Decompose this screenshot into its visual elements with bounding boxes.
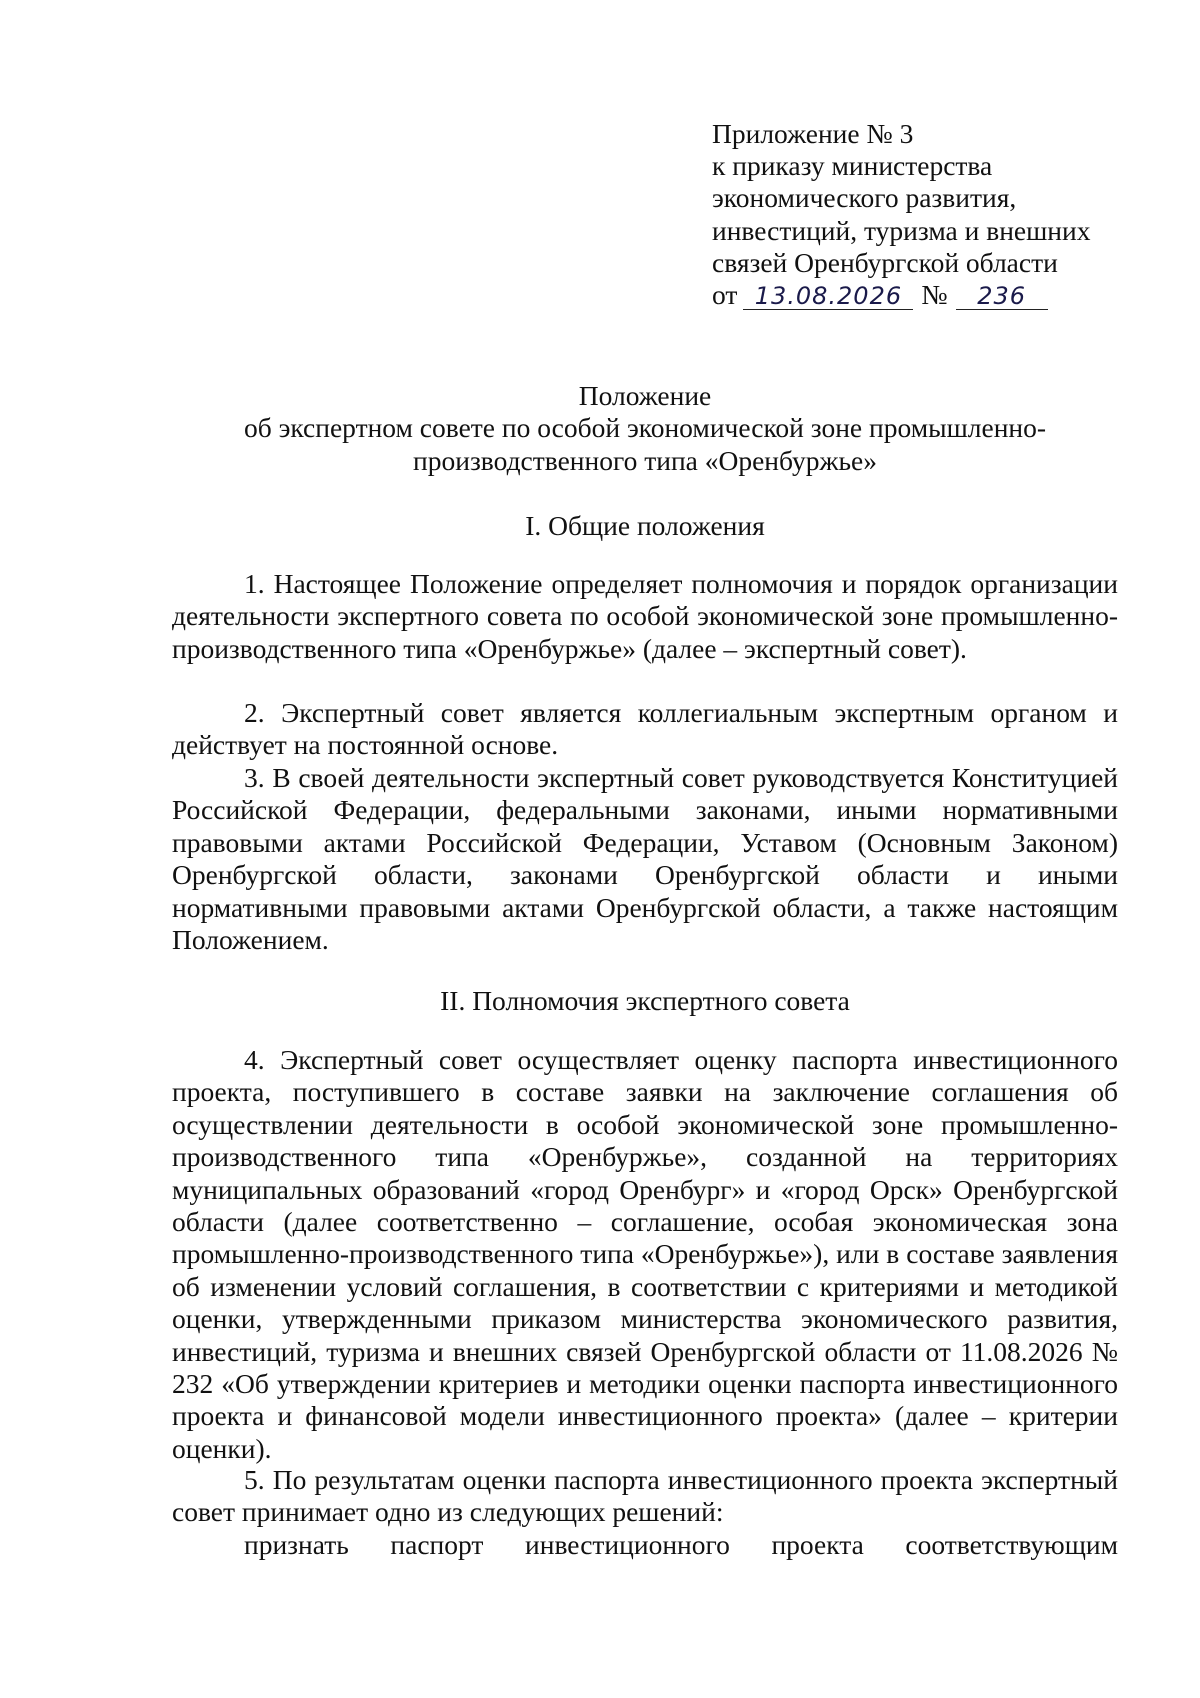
paragraph-5: 5. По результатам оценки паспорта инвестиционного проекта экспертный совет принимает одно из следующих решений:: [172, 1464, 1118, 1528]
appendix-ministry-line2: инвестиций, туризма и внешних: [712, 214, 1091, 246]
number-label: №: [921, 279, 948, 311]
paragraph-2: 2. Экспертный совет является коллегиальным экспертным органом и действует на постоянной основе.: [172, 697, 1118, 761]
handwritten-number: 236: [956, 283, 1048, 310]
appendix-date-number: [712, 279, 1152, 311]
paragraph-1: 1. Настоящее Положение определяет полномочия и порядок организации деятельности экспертного совета по особой экономической зоне промышленно-производственного типа «Оренбуржье» (далее – экспертный совет).: [172, 568, 1118, 664]
document-title: Положение: [578, 380, 712, 411]
appendix-header: [712, 118, 1152, 311]
appendix-ministry-line1: экономического развития,: [712, 182, 1017, 214]
appendix-order-ref: к приказу министерства: [712, 150, 993, 182]
from-label: от: [712, 279, 738, 311]
paragraph-3: 3. В своей деятельности экспертный совет руководствуется Конституцией Российской Федерации, федеральными законами, иными нормативными правовыми актами Российской Федерации, Уставом (Основным Законом) Оренбургской области, законами Оренбургской области и иными нормативными правовыми актами Оренбургской области, а также настоящим Положением.: [172, 762, 1118, 956]
document-subtitle-line1: об экспертном совете по особой экономической зоне промышленно-: [243, 412, 1047, 443]
paragraph-6: признать паспорт инвестиционного проекта соответствующим: [244, 1529, 1118, 1560]
document-subtitle-line2: производственного типа «Оренбуржье»: [413, 445, 877, 476]
handwritten-date: 13.08.2026: [743, 283, 913, 310]
section-heading-powers: II. Полномочия экспертного совета: [440, 985, 850, 1016]
paragraph-4: 4. Экспертный совет осуществляет оценку паспорта инвестиционного проекта, поступившего в составе заявки на заключение соглашения об осуществлении деятельности в особой экономической зоне промышленно-производственного типа «Оренбуржье», созданной на территориях муниципальных образований «город Оренбург» и «город Орск» Оренбургской области (далее соответственно – соглашение, особая экономическая зона промышленно-производственного типа «Оренбуржье»), или в составе заявления об изменении условий соглашения, в соответствии с критериями и методикой оценки, утвержденными приказом министерства экономического развития, инвестиций, туризма и внешних связей Оренбургской области от 11.08.2026 № 232 «Об утверждении критериев и методики оценки паспорта инвестиционного проекта и финансовой модели инвестиционного проекта» (далее – критерии оценки).: [172, 1044, 1118, 1464]
appendix-number: Приложение № 3: [712, 118, 914, 149]
appendix-ministry-line3: связей Оренбургской области: [712, 246, 1058, 278]
section-heading-general: I. Общие положения: [525, 510, 765, 541]
